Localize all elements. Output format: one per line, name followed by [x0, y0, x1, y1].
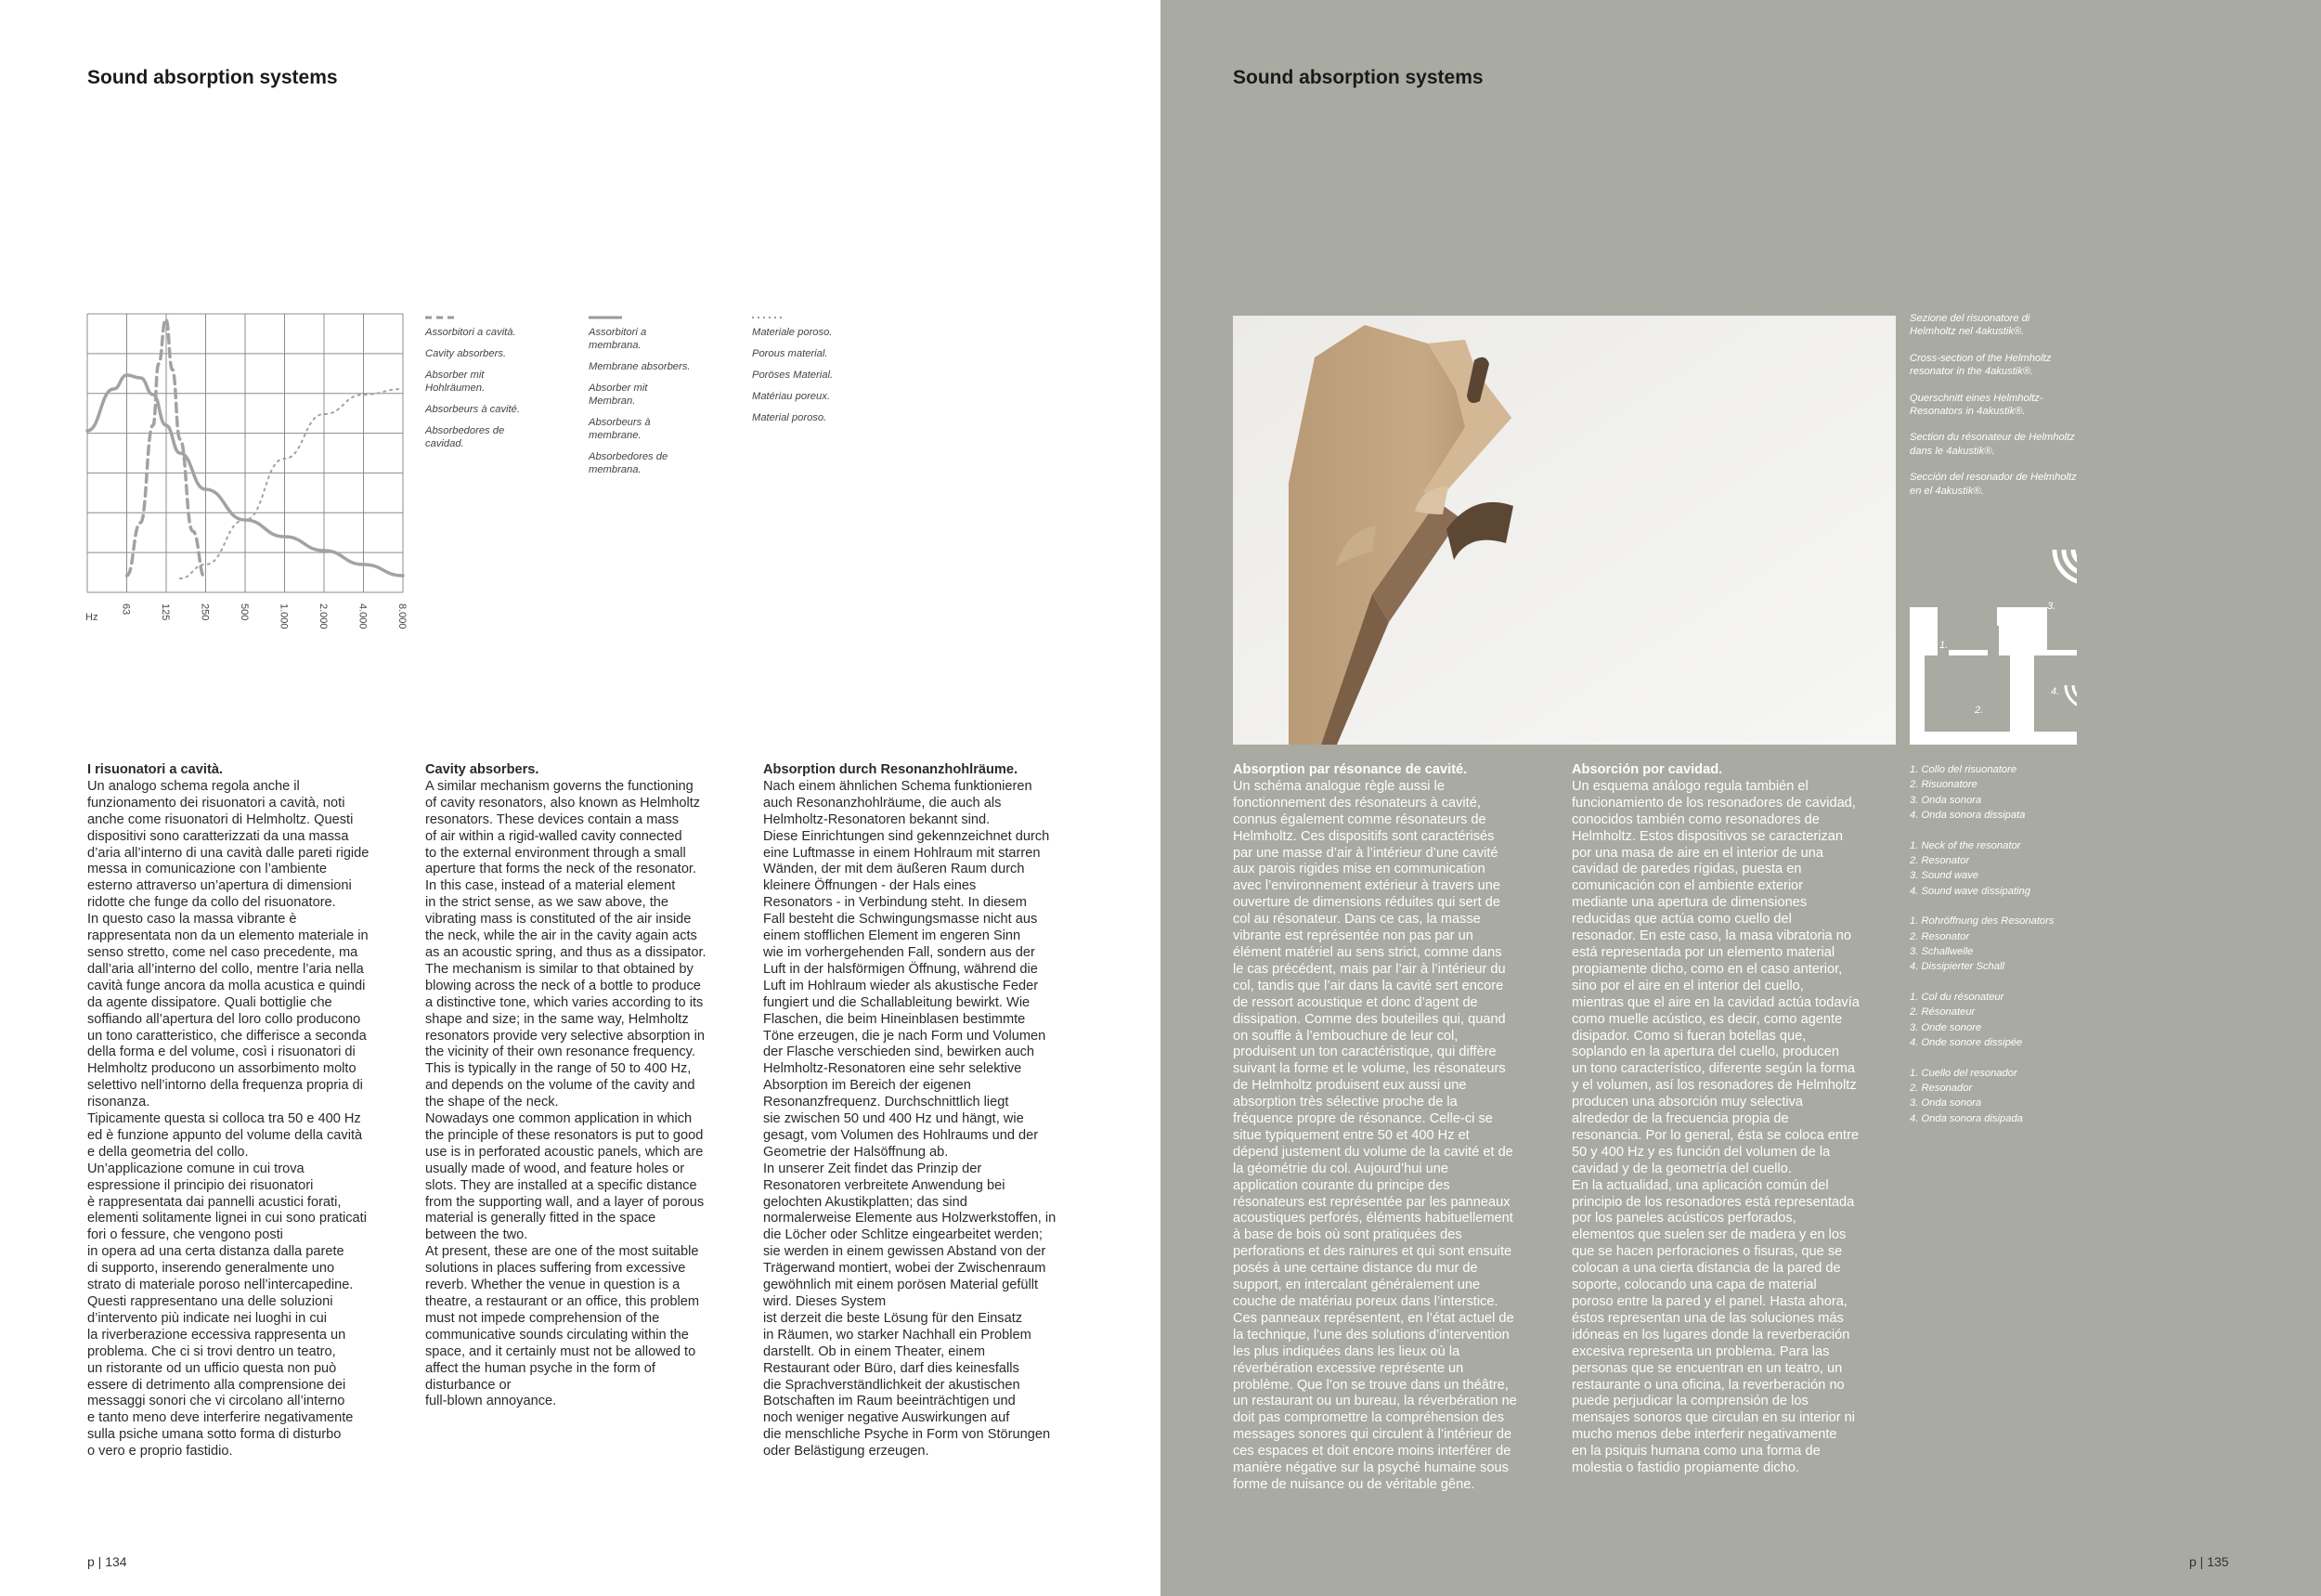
x-tick-label: 8.000 [396, 603, 408, 629]
diagram-legend [1910, 762, 2077, 1141]
legend-label: Membrane absorbers. [589, 361, 691, 372]
column-title: Absorption durch Resonanzhohlräume. [763, 762, 1018, 777]
legend-label: Matériau poreux. [752, 391, 830, 402]
text-column-french [1233, 762, 1560, 1494]
x-tick-label: 2.000 [318, 603, 329, 629]
legend-entry: 1. Neck of the resonator [1910, 839, 2021, 851]
legend-label: Absorber mit Membran. [589, 383, 648, 407]
column-body: A similar mechanism governs the functioning of cavity resonators, also known as Helmholtz resonators. These devices contain a mass of air within a rigid-walled cavity connected to the external environment through a small aperture that forms the neck of the resonator. In this case, instead of a material element in the strict sense, as we saw above, the vibrating mass is constituted of the air inside the neck, while the air in the cavity again acts as an acoustic spring, and thus as a dissipator. The mechanism is similar to that obtained by blowing across the neck of a bottle to produce a distinctive tone, which varies according to its shape and size; in the same way, Helmholtz resonators provide very selective absorption in the vicinity of their own resonance frequency. This is typically in the range of 50 to 400 Hz, and depends on the volume of the cavity and the shape of the neck. Nowadays one common application in which the principle of these resonators is put to good use is in perforated acoustic panels, which are usually made of wood, and feature holes or slots. They are installed at a specific distance from the supporting wall, and a layer of porous material is generally fitted in the space between the two. At present, these are one of the most suitable solutions in places suffering from excessive reverb. Whether the venue in question is a theatre, a restaurant or an office, this problem must not impede comprehension of the communicative sounds circulating within the space, and it certainly must not be allowed to affect the human psyche in the form of disturbance or full-blown annoyance. [425, 778, 707, 1409]
text-column-english [425, 762, 750, 1410]
legend-label: Porous material. [752, 348, 828, 359]
text-column-german [763, 762, 1107, 1460]
left-page [0, 0, 1160, 1596]
legend-entry: 4. Sound wave dissipating [1910, 885, 2030, 897]
x-tick-label: 63 [120, 603, 132, 616]
x-tick-label: 1.000 [278, 603, 290, 629]
resonator-diagram-svg [1910, 537, 2077, 750]
resonator-photo-illustration [1233, 316, 1896, 745]
caption-line: Section du résonateur de Helmholtz dans le 4akustik®. [1910, 432, 2075, 457]
legend-entry: 1. Rohröffnung des Resonators [1910, 915, 2055, 928]
legend-label: Materiale poroso. [752, 327, 833, 338]
legend-entry: 2. Resonador [1910, 1082, 1973, 1094]
legend-entry: 4. Onda sonora disipada [1910, 1112, 2023, 1124]
resonator-diagram [1910, 537, 2077, 755]
page-number-right: p | 135 [2189, 1554, 2229, 1569]
page-heading-right: Sound absorption systems [1233, 67, 1484, 88]
legend-label: Absorber mit Hohlräumen. [425, 370, 486, 394]
legend-entry: 3. Onda sonora [1910, 794, 1982, 806]
legend-label: Poröses Material. [752, 370, 834, 381]
page-heading-left: Sound absorption systems [87, 67, 338, 88]
legend-group-it [1910, 762, 2077, 824]
legend-label: Absorbedores de membrana. [589, 451, 668, 475]
legend-entry: 3. Onde sonore [1910, 1021, 1982, 1033]
series-line-dotted [180, 389, 403, 578]
diagram-label-4: 4. [2051, 686, 2060, 697]
page-number-left: p | 134 [87, 1554, 127, 1569]
diagram-label-2: 2. [1975, 705, 1984, 716]
column-body: Un schéma analogue règle aussi le fonctionnement des résonateurs à cavité, connus également comme résonateurs de Helmholtz. Ces dispositifs sont caractérisés par une masse d’air à l’intérieur d’une cavité aux parois rigides mise en communication avec l’environnement extérieur à travers une ouverture de dimensions réduites qui sert de col au résonateur. Dans ce cas, la masse vibrante est représentée non pas par un élément matériel au sens strict, comme dans le cas précédent, mais par l’air à l’intérieur du col, tandis que l’air dans la cavité sert encore de ressort acoustique et donc d’agent de dissipation. Comme des bouteilles qui, quand on souffle à l’embouchure de leur col, produisent un ton caractéristique, qui diffère suivant la forme et le volume, les résonateurs de Helmholtz produisent eux aussi une absorption très sélective proche de la fréquence propre de résonance. Celle-ci se situe typiquement entre 50 et 400 Hz et dépend justement du volume de la cavité et de la géométrie du col. Aujourd’hui une application courante du principe des résonateurs est représentée par les panneaux acoustiques perforés, éléments habituellement à base de bois où sont pratiquées des perforations et des rainures et qui sont ensuite posés à une certaine distance du mur de support, en intercalant généralement une couche de matériau poreux dans l’interstice. Ces panneaux représentent, en l’état actuel de la technique, l’une des solutions d’intervention les plus indiquées dans les lieux où la réverbération excessive représente un problème. Que l’on se trouve dans un théâtre, un restaurant ou un bureau, la réverbération ne doit pas compromettre la compréhension des messages sonores qui circulent à l’intérieur de ces espaces et doit encore moins interférer de manière négative sur la psyché humaine sous forme de nuisance ou de véritable gêne. [1233, 778, 1517, 1492]
legend-entry: 3. Onda sonora [1910, 1097, 1982, 1109]
legend-label: Absorbedores de cavidad. [425, 425, 505, 449]
legend-solid-swatch [589, 311, 737, 320]
caption-line: Cross-section of the Helmholtz resonator in the 4akustik®. [1910, 352, 2052, 378]
legend-entry: 3. Schallwelle [1910, 946, 1974, 958]
photo-caption [1910, 312, 2077, 511]
column-title: I risuonatori a cavità. [87, 762, 223, 777]
column-title: Absorción por cavidad. [1572, 762, 1723, 777]
column-title: Cavity absorbers. [425, 762, 539, 777]
legend-entry: 2. Résonateur [1910, 1006, 1976, 1019]
caption-line: Sección del resonador de Helmholtz en el 4akustik®. [1910, 472, 2077, 497]
x-axis-label: Hz [85, 612, 98, 623]
legend-group-es [1910, 1066, 2077, 1127]
legend-entry: 2. Resonator [1910, 855, 1970, 867]
absorption-chart [85, 311, 420, 650]
legend-entry: 2. Risuonatore [1910, 779, 1977, 791]
text-column-italian [87, 762, 412, 1460]
caption-line: Sezione del risuonatore di Helmholtz nel 4akustik®. [1910, 313, 2030, 338]
legend-dashed-swatch [425, 311, 574, 320]
legend-label: Absorbeurs à cavité. [425, 404, 520, 415]
legend-label: Absorbeurs à membrane. [589, 417, 651, 441]
legend-dotted-swatch [752, 311, 901, 320]
diagram-label-1: 1. [1939, 640, 1949, 651]
legend-entry: 3. Sound wave [1910, 870, 1979, 882]
x-tick-label: 125 [160, 603, 171, 621]
column-body: Un esquema análogo regula también el funcionamiento de los resonadores de cavidad, conocidos también como resonadores de Helmholtz. Estos dispositivos se caracterizan por una masa de aire en el interior de una cavidad de paredes rígidas, puesta en comunicación con el ambiente exterior mediante una apertura de dimensiones reducidas que actúa como cuello del resonador. En este caso, la masa vibratoria no está representada por un elemento material propiamente dicho, como en el caso anterior, sino por el aire en el interior del cuello, mientras que el aire en la cavidad actúa todavía como muelle acústico, es decir, como agente disipador. Como si fueran botellas que, soplando en la apertura del cuello, producen un tono característico, diferente según la forma y el volumen, así los resonadores de Helmholtz producen una absorción muy selectiva alrededor de la frecuencia propia de resonancia. Por lo general, ésta se coloca entre 50 y 400 Hz y es función del volumen de la cavidad y de la geometría del cuello. En la actualidad, una aplicación común del principio de los resonadores está representada por los paneles acústicos perforados, elementos que suelen ser de madera y en los que se hacen perforaciones o fisuras, que se colocan a una cierta distancia de la pared de soporte, colocando una capa de material poroso entre la pared y el panel. Hasta ahora, éstos representan una de las soluciones más idóneas en los lugares donde la reverberación excesiva representa un problema. Para las personas que se encuentran en un teatro, un restaurante o una oficina, la reverberación no puede perjudicar la comprensión de los mensajes sonoros que circulan en su interior ni mucho menos debe interferir negativamente en la psiquis humana como una forma de molestia o fastidio propiamente dicho. [1572, 778, 1860, 1476]
column-body: Un analogo schema regola anche il funzionamento dei risuonatori a cavità, noti anche come risuonatori di Helmholtz. Questi dispositivi sono caratterizzati da una massa d’aria all’interno di una cavità dalle pareti rigide messa in comunicazione con l’ambiente esterno attraverso un’apertura di dimensioni ridotte che funge da collo del risuonatore. In questo caso la massa vibrante è rappresentata non da un elemento materiale in senso stretto, come nel caso precedente, ma dall’aria all’interno del collo, mentre l’aria nella cavità funge ancora da molla acustica e quindi da agente dissipatore. Quali bottiglie che soffiando all’apertura del loro collo producono un tono caratteristico, che differisce a seconda della forma e del volume, così i risuonatori di Helmholtz producono un assorbimento molto selettivo nell’intorno della frequenza propria di risonanza. Tipicamente questa si colloca tra 50 e 400 Hz ed è funzione appunto del volume della cavità e della geometria del collo. Un’applicazione comune in cui trova espressione il principio dei risuonatori è rappresentata dai pannelli acustici forati, elementi solitamente lignei in cui sono praticati fori o fessure, che vengono posti in opera ad una certa distanza dalla parete di supporto, inserendo generalmente uno strato di materiale poroso nell’intercapedine. Questi rappresentano una delle soluzioni d’intervento più indicate nei luoghi in cui la riverberazione eccessiva rappresenta un problema. Che ci si trovi dentro un teatro, un ristorante od un ufficio questa non può essere di detrimento alla comprensione dei messaggi sonori che vi circolano all’interno e tanto meno deve interferire negativamente sulla psiche umana sotto forma di disturbo o vero e proprio fastidio. [87, 778, 370, 1460]
diagram-label-3: 3. [2047, 601, 2056, 612]
legend-label: Material poroso. [752, 412, 827, 423]
resonator-photo [1233, 316, 1896, 745]
legend-label: Assorbitori a membrana. [589, 327, 647, 351]
legend-label: Assorbitori a cavità. [425, 327, 516, 338]
x-tick-label: 500 [239, 603, 250, 621]
legend-entry: 1. Cuello del resonador [1910, 1067, 2017, 1079]
legend-group-en [1910, 838, 2077, 900]
legend-cavity [425, 311, 574, 459]
legend-entry: 4. Onde sonore dissipée [1910, 1037, 2023, 1049]
caption-line: Querschnitt eines Helmholtz-Resonators in 4akustik®. [1910, 392, 2043, 418]
legend-entry: 1. Collo del risuonatore [1910, 764, 2017, 775]
column-title: Absorption par résonance de cavité. [1233, 762, 1468, 777]
legend-group-de [1910, 914, 2077, 975]
column-body: Nach einem ähnlichen Schema funktionieren auch Resonanzhohlräume, die auch als Helmholtz-Resonatoren bekannt sind. Diese Einrichtungen sind gekennzeichnet durch eine Luftmasse in einem Hohlraum mit starren Wänden, der mit dem äußeren Raum durch kleinere Öffnungen - der Hals eines Resonators - in Verbindung steht. In diesem Fall besteht die Schwingungsmasse nicht aus einem stofflichen Element im engeren Sinn wie im vorhergehenden Fall, sondern aus der Luft in der halsförmigen Öffnung, während die Luft im Hohlraum wieder als akustische Feder fungiert und die Schallableitung bewirkt. Wie Flaschen, die beim Hineinblasen bestimmte Töne erzeugen, die je nach Form und Volumen der Flasche verschieden sind, bewirken auch Helmholtz-Resonatoren eine sehr selektive Absorption im Bereich der eigenen Resonanzfrequenz. Durchschnittlich liegt sie zwischen 50 und 400 Hz und hängt, wie gesagt, vom Volumen des Hohlraums und der Geometrie der Halsöffnung ab. In unserer Zeit findet das Prinzip der Resonatoren verbreitete Anwendung bei gelochten Akustikplatten; das sind normalerweise Elemente aus Holzwerkstoffen, in die Löcher oder Schlitze eingearbeitet werden; sie werden in einem gewissen Abstand von der Trägerwand montiert, wobei der Zwischenraum gewöhnlich mit einem porösen Material gefüllt wird. Dieses System ist derzeit die beste Lösung für den Einsatz in Räumen, wo starker Nachhall ein Problem darstellt. Ob in einem Theater, einem Restaurant oder Büro, darf dies keinesfalls die Sprachverständlichkeit der akustischen Botschaften im Raum beeinträchtigen und noch weniger negative Auswirkungen auf die menschliche Psyche in Form von Störungen oder Belästigung erzeugen. [763, 778, 1057, 1460]
legend-entry: 4. Onda sonora dissipata [1910, 810, 2026, 822]
x-tick-label: 250 [199, 603, 211, 621]
x-tick-label: 4.000 [357, 603, 369, 629]
legend-entry: 1. Col du résonateur [1910, 991, 2004, 1003]
absorption-chart-svg [85, 311, 420, 645]
legend-label: Cavity absorbers. [425, 348, 507, 359]
text-column-spanish [1572, 762, 1899, 1477]
legend-membrane [589, 311, 737, 485]
legend-entry: 2. Resonator [1910, 930, 1970, 942]
legend-porous [752, 311, 901, 433]
legend-group-fr [1910, 990, 2077, 1051]
legend-entry: 4. Dissipierter Schall [1910, 961, 2004, 973]
